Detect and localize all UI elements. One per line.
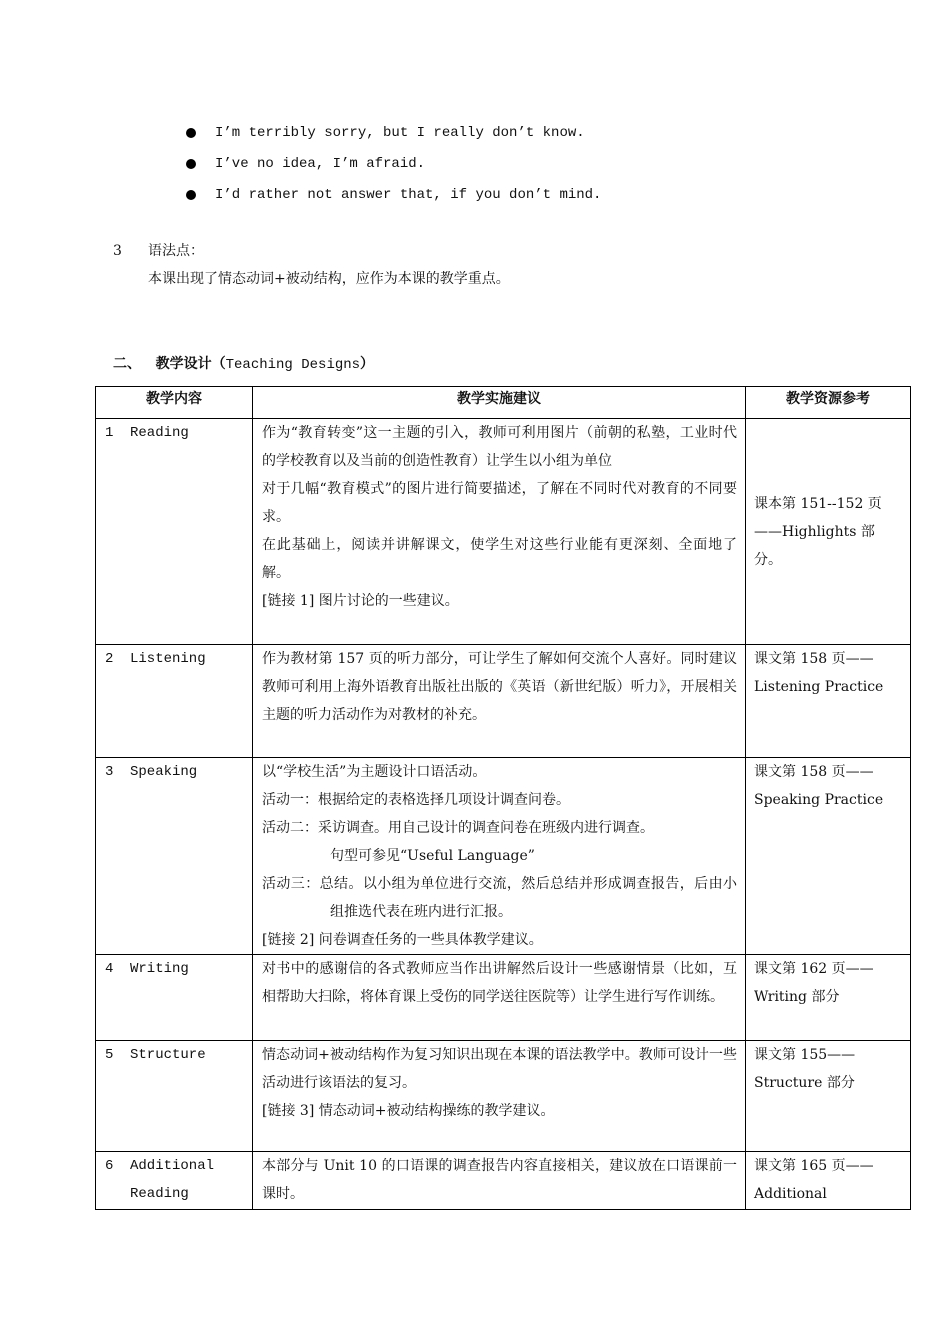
suggestion-line: 作为教材第 157 页的听力部分，可让学生了解如何交流个人喜好。同时建议教师可利用上海外语教育出版社出版的《英语（新世纪版）听力》，开展相关主题的听力活动作为对教材的补充。 — [262, 651, 737, 723]
row-suggestion — [253, 419, 746, 645]
suggestion-line: 以“学校生活”为主题设计口语活动。 — [262, 764, 487, 780]
grammar-heading — [113, 240, 204, 262]
grammar-number: 3 — [113, 243, 122, 259]
row-label: Structure — [130, 1047, 206, 1063]
suggestion-line: 对于几幅“教育模式”的图片进行简要描述，了解在不同时代对教育的不同要求。 — [262, 481, 737, 525]
suggestion-line: 活动三：总结。以小组为单位进行交流，然后总结并形成调查报告，后由小组推选代表在班内进行汇报。 — [262, 876, 737, 920]
suggestion-line: 情态动词+被动结构作为复习知识出现在本课的语法教学中。教师可设计一些活动进行该语法的复习。 — [262, 1047, 737, 1091]
row-label: Listening — [130, 651, 206, 667]
row-suggestion — [253, 758, 746, 955]
resource-text: 课文第 158 页——Listening Practice — [754, 651, 884, 695]
section-title-en: Teaching Designs — [225, 357, 361, 373]
suggestion-line: [链接 1] 图片讨论的一些建议。 — [262, 593, 459, 609]
row-resource — [746, 955, 911, 1041]
row-number: 6 — [105, 1158, 114, 1174]
resource-text: 课本第 151--152 页——Highlights 部分。 — [754, 495, 882, 568]
row-label: Speaking — [130, 764, 198, 780]
row-label: Writing — [130, 961, 189, 977]
table-row — [96, 955, 911, 1041]
section-heading — [113, 353, 374, 376]
row-suggestion — [253, 645, 746, 758]
row-resource — [746, 758, 911, 955]
suggestion-line: 对书中的感谢信的各式教师应当作出讲解然后设计一些感谢情景（比如，互相帮助大扫除，将体育课上受伤的同学送往医院等）让学生进行写作训练。 — [262, 961, 737, 1005]
row-topic — [96, 758, 253, 955]
row-resource — [746, 1152, 911, 1210]
row-number: 5 — [105, 1047, 114, 1063]
suggestion-line: [链接 3] 情态动词+被动结构操练的教学建议。 — [262, 1103, 555, 1119]
teaching-design-table — [95, 386, 911, 1210]
phrase-text: I’d rather not answer that, if you don’t mind. — [215, 187, 602, 203]
row-number: 1 — [105, 425, 114, 441]
section-title-close: ） — [360, 356, 375, 372]
resource-text: 课文第 158 页——Speaking Practice — [754, 764, 884, 808]
row-suggestion — [253, 1041, 746, 1152]
bullet-icon — [186, 190, 196, 200]
table-row — [96, 758, 911, 955]
row-suggestion — [253, 955, 746, 1041]
suggestion-line: 本部分与 Unit 10 的口语课的调查报告内容直接相关，建议放在口语课前一课时。 — [262, 1158, 737, 1202]
table-header-row — [96, 387, 911, 419]
row-label: Additional Reading — [130, 1158, 215, 1202]
table-row — [96, 419, 911, 645]
row-label: Reading — [130, 425, 189, 441]
list-item — [186, 184, 601, 215]
row-number: 4 — [105, 961, 114, 977]
header-suggestion: 教学实施建议 — [253, 387, 746, 419]
suggestion-line: 作为“教育转变”这一主题的引入，教师可利用图片（前朝的私塾，工业时代的学校教育以及当前的创造性教育）让学生以小组为单位 — [262, 425, 737, 469]
section-number: 二、 — [113, 356, 141, 372]
table-row — [96, 1152, 911, 1210]
list-item — [186, 122, 601, 153]
table-row — [96, 1041, 911, 1152]
row-topic — [96, 1152, 253, 1210]
bullet-icon — [186, 159, 196, 169]
suggestion-line: [链接 2] 问卷调查任务的一些具体教学建议。 — [262, 932, 543, 948]
row-resource — [746, 1041, 911, 1152]
suggestion-line: 在此基础上，阅读并讲解课文，使学生对这些行业能有更深刻、全面地了解。 — [262, 537, 737, 581]
table-row — [96, 645, 911, 758]
row-topic — [96, 955, 253, 1041]
header-content: 教学内容 — [96, 387, 253, 419]
resource-text: 课文第 162 页——Writing 部分 — [754, 961, 874, 1005]
resource-text: 课文第 155——Structure 部分 — [754, 1047, 856, 1091]
grammar-body: 本课出现了情态动词+被动结构，应作为本课的教学重点。 — [148, 271, 510, 287]
suggestion-line: 活动一：根据给定的表格选择几项设计调查问卷。 — [262, 792, 570, 808]
suggestion-line: 句型可参见“Useful Language” — [330, 848, 535, 864]
phrase-list — [186, 122, 601, 215]
header-resource: 教学资源参考 — [746, 387, 911, 419]
section-title: 教学设计（ — [155, 356, 226, 372]
phrase-text: I’m terribly sorry, but I really don’t know. — [215, 125, 585, 141]
list-item — [186, 153, 601, 184]
row-resource — [746, 419, 911, 645]
row-topic — [96, 645, 253, 758]
row-number: 2 — [105, 651, 114, 667]
grammar-title: 语法点： — [148, 243, 204, 259]
row-suggestion — [253, 1152, 746, 1210]
row-topic — [96, 1041, 253, 1152]
resource-text: 课文第 165 页——Additional — [754, 1158, 874, 1202]
bullet-icon — [186, 128, 196, 138]
phrase-text: I’ve no idea, I’m afraid. — [215, 156, 426, 172]
row-number: 3 — [105, 764, 114, 780]
suggestion-line: 活动二：采访调查。用自己设计的调查问卷在班级内进行调查。 — [262, 820, 654, 836]
row-topic — [96, 419, 253, 645]
row-resource — [746, 645, 911, 758]
